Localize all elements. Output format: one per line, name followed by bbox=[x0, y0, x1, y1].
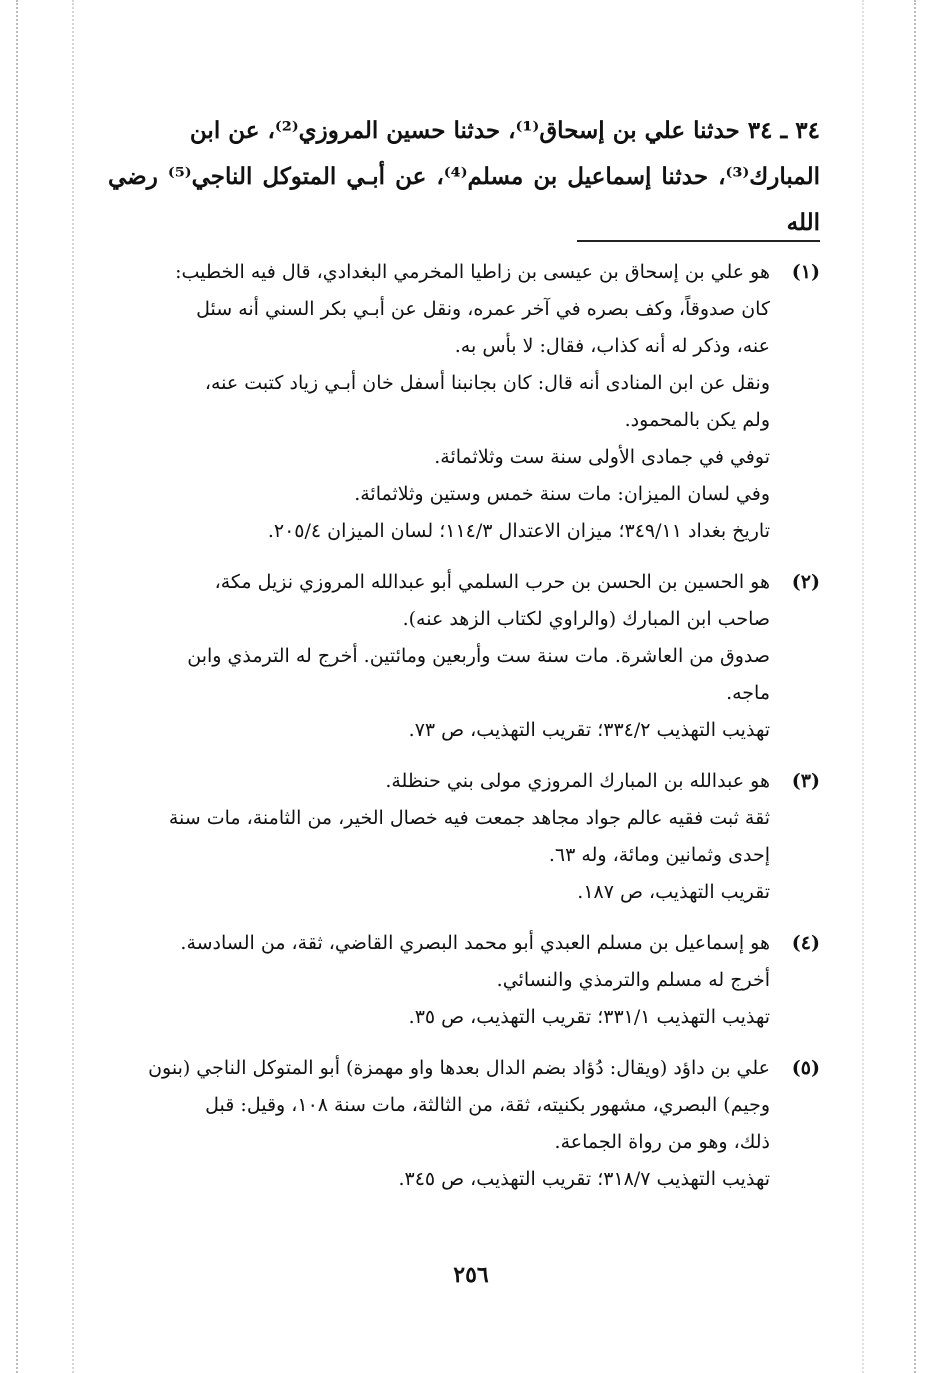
scan-margin-dots bbox=[862, 0, 864, 1373]
footnote bbox=[100, 564, 820, 749]
footnote-line: تهذيب التهذيب ٣٣٤/٢؛ تقريب التهذيب، ص ٧٣. bbox=[408, 719, 770, 741]
footnote-line: تقريب التهذيب، ص ١٨٧. bbox=[577, 881, 770, 903]
footnote bbox=[100, 763, 820, 911]
footnote bbox=[100, 925, 820, 1036]
footnote-line: هو الحسين بن الحسن بن حرب السلمي أبو عبدالله المروزي نزيل مكة، bbox=[214, 571, 770, 593]
hadith-line: ٣٤ ـ ٣٤ حدثنا علي بن إسحاق⁽¹⁾، حدثنا حسين المروزي⁽²⁾، عن ابن bbox=[189, 117, 820, 144]
footnote-number: (١) bbox=[791, 261, 820, 283]
footnote-line: تهذيب التهذيب ٣٣١/١؛ تقريب التهذيب، ص ٣٥. bbox=[408, 1006, 770, 1028]
footnotes bbox=[100, 254, 820, 1212]
footnote-line: ثقة ثبت فقيه عالم جواد مجاهد جمعت فيه خصال الخير، من الثامنة، مات سنة bbox=[168, 807, 770, 829]
scan-margin-dots bbox=[914, 0, 916, 1373]
footnote-number: (٢) bbox=[791, 571, 820, 593]
footnote-line: صاحب ابن المبارك (والراوي لكتاب الزهد عنه). bbox=[402, 608, 770, 630]
footnote-line: إحدى وثمانين ومائة، وله ٦٣. bbox=[548, 844, 770, 866]
hadith-line: المبارك⁽³⁾، حدثنا إسماعيل بن مسلم⁽⁴⁾، عن أبـي المتوكل الناجي⁽⁵⁾ رضي الله bbox=[108, 163, 820, 236]
page-number: ٢٥٦ bbox=[453, 1262, 489, 1288]
footnote-number: (٣) bbox=[791, 770, 820, 792]
footnote-line: ذلك، وهو من رواة الجماعة. bbox=[554, 1131, 770, 1153]
hadith-text bbox=[108, 108, 820, 246]
footnote-line: هو علي بن إسحاق بن عيسى بن زاطيا المخرمي البغدادي، قال فيه الخطيب: bbox=[175, 261, 770, 283]
footnote-line: هو إسماعيل بن مسلم العبدي أبو محمد البصري القاضي، ثقة، من السادسة. bbox=[180, 932, 770, 954]
footnote-number: (٤) bbox=[791, 932, 820, 954]
footnote-line: ماجه. bbox=[726, 682, 770, 704]
footnote-line: تاريخ بغداد ٣٤٩/١١؛ ميزان الاعتدال ١١٤/٣؛ لسان الميزان ٢٠٥/٤. bbox=[267, 520, 770, 542]
footnote-line: ونقل عن ابن المنادى أنه قال: كان بجانبنا أسفل خان أبـي زياد كتبت عنه، bbox=[204, 372, 770, 394]
footnote-line: صدوق من العاشرة. مات سنة ست وأربعين ومائتين. أخرج له الترمذي وابن bbox=[187, 645, 770, 667]
footnote-line: ولم يكن بالمحمود. bbox=[624, 409, 770, 431]
footnote bbox=[100, 254, 820, 550]
footnote-line: وفي لسان الميزان: مات سنة خمس وستين وثلاثمائة. bbox=[354, 483, 770, 505]
footnote-line: أخرج له مسلم والترمذي والنسائي. bbox=[496, 969, 770, 991]
footnote-line: كان صدوقاً، وكف بصره في آخر عمره، ونقل عن أبـي بكر السني أنه سئل bbox=[196, 298, 770, 320]
footnote-number: (٥) bbox=[791, 1057, 820, 1079]
footnote-line: تهذيب التهذيب ٣١٨/٧؛ تقريب التهذيب، ص ٣٤٥. bbox=[398, 1168, 770, 1190]
footnote-line: علي بن داؤد (ويقال: دُؤاد بضم الدال بعدها واو مهمزة) أبو المتوكل الناجي (بنون bbox=[148, 1057, 770, 1079]
scan-margin-dots bbox=[72, 0, 74, 1373]
footnote-line: وجيم) البصري، مشهور بكنيته، ثقة، من الثالثة، مات سنة ١٠٨، وقيل: قبل bbox=[205, 1094, 770, 1116]
footnote-line: توفي في جمادى الأولى سنة ست وثلاثمائة. bbox=[434, 446, 770, 468]
footnote-separator bbox=[577, 240, 820, 242]
footnote bbox=[100, 1050, 820, 1198]
footnote-line: عنه، وذكر له أنه كذاب، فقال: لا بأس به. bbox=[454, 335, 770, 357]
footnote-line: هو عبدالله بن المبارك المروزي مولى بني حنظلة. bbox=[385, 770, 770, 792]
scan-margin-dots bbox=[16, 0, 18, 1373]
